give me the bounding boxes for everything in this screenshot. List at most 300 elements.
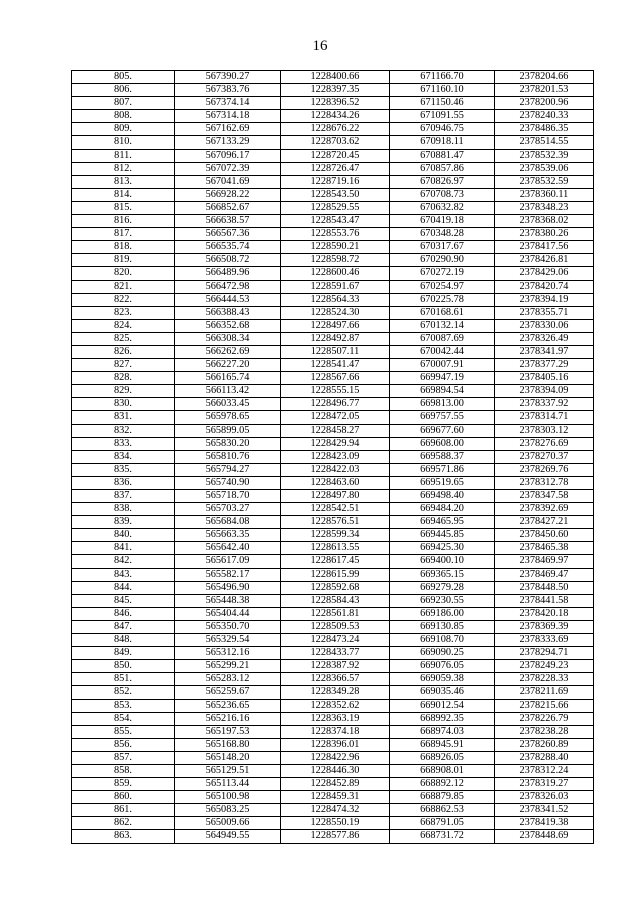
x1-cell: 566308.34 bbox=[175, 332, 281, 345]
x2-cell: 670272.19 bbox=[390, 267, 495, 280]
x2-cell: 669608.00 bbox=[390, 437, 495, 450]
y1-cell: 1228726.47 bbox=[281, 162, 390, 175]
table-row bbox=[72, 398, 594, 411]
y1-cell: 1228584.43 bbox=[281, 594, 390, 607]
y2-cell: 2378427.21 bbox=[495, 516, 594, 529]
y2-cell: 2378249.23 bbox=[495, 660, 594, 673]
point-number-cell: 847. bbox=[72, 620, 175, 633]
x2-cell: 669588.37 bbox=[390, 450, 495, 463]
y2-cell: 2378380.26 bbox=[495, 228, 594, 241]
point-number-cell: 848. bbox=[72, 634, 175, 647]
y1-cell: 1228576.51 bbox=[281, 516, 390, 529]
x1-cell: 567096.17 bbox=[175, 149, 281, 162]
y2-cell: 2378228.33 bbox=[495, 673, 594, 686]
x1-cell: 565083.25 bbox=[175, 804, 281, 817]
x2-cell: 669519.65 bbox=[390, 476, 495, 489]
table-row bbox=[72, 764, 594, 777]
x1-cell: 565113.44 bbox=[175, 778, 281, 791]
table-row bbox=[72, 411, 594, 424]
point-number-cell: 824. bbox=[72, 319, 175, 332]
y2-cell: 2378270.37 bbox=[495, 450, 594, 463]
x1-cell: 565404.44 bbox=[175, 607, 281, 620]
y2-cell: 2378450.60 bbox=[495, 529, 594, 542]
x2-cell: 669677.60 bbox=[390, 424, 495, 437]
x2-cell: 670087.69 bbox=[390, 332, 495, 345]
y1-cell: 1228496.77 bbox=[281, 398, 390, 411]
table-row bbox=[72, 686, 594, 699]
y2-cell: 2378394.09 bbox=[495, 385, 594, 398]
table-row bbox=[72, 830, 594, 843]
table-row bbox=[72, 345, 594, 358]
coordinates-table bbox=[71, 70, 594, 844]
x2-cell: 671166.70 bbox=[390, 71, 495, 84]
point-number-cell: 833. bbox=[72, 437, 175, 450]
point-number-cell: 850. bbox=[72, 660, 175, 673]
y1-cell: 1228550.19 bbox=[281, 817, 390, 830]
y1-cell: 1228564.33 bbox=[281, 293, 390, 306]
point-number-cell: 819. bbox=[72, 254, 175, 267]
point-number-cell: 837. bbox=[72, 490, 175, 503]
y2-cell: 2378303.12 bbox=[495, 424, 594, 437]
x1-cell: 567390.27 bbox=[175, 71, 281, 84]
x1-cell: 565617.09 bbox=[175, 555, 281, 568]
table-row bbox=[72, 778, 594, 791]
y1-cell: 1228458.27 bbox=[281, 424, 390, 437]
x2-cell: 670826.97 bbox=[390, 175, 495, 188]
y2-cell: 2378394.19 bbox=[495, 293, 594, 306]
page-number: 16 bbox=[312, 38, 328, 54]
table-row bbox=[72, 188, 594, 201]
point-number-cell: 813. bbox=[72, 175, 175, 188]
x1-cell: 565350.70 bbox=[175, 620, 281, 633]
coordinates-table-body bbox=[72, 71, 594, 844]
y2-cell: 2378330.06 bbox=[495, 319, 594, 332]
x2-cell: 670419.18 bbox=[390, 215, 495, 228]
x2-cell: 669425.30 bbox=[390, 542, 495, 555]
table-row bbox=[72, 215, 594, 228]
table-row bbox=[72, 228, 594, 241]
point-number-cell: 861. bbox=[72, 804, 175, 817]
point-number-cell: 844. bbox=[72, 581, 175, 594]
table-row bbox=[72, 725, 594, 738]
y2-cell: 2378448.50 bbox=[495, 581, 594, 594]
x1-cell: 566444.53 bbox=[175, 293, 281, 306]
x2-cell: 670168.61 bbox=[390, 306, 495, 319]
point-number-cell: 805. bbox=[72, 71, 175, 84]
x1-cell: 565100.98 bbox=[175, 791, 281, 804]
y2-cell: 2378341.97 bbox=[495, 345, 594, 358]
x1-cell: 564949.55 bbox=[175, 830, 281, 843]
x1-cell: 566489.96 bbox=[175, 267, 281, 280]
x2-cell: 669076.05 bbox=[390, 660, 495, 673]
x1-cell: 566567.36 bbox=[175, 228, 281, 241]
y1-cell: 1228676.22 bbox=[281, 123, 390, 136]
y1-cell: 1228591.67 bbox=[281, 280, 390, 293]
table-row bbox=[72, 450, 594, 463]
x1-cell: 565663.35 bbox=[175, 529, 281, 542]
y2-cell: 2378465.38 bbox=[495, 542, 594, 555]
table-row bbox=[72, 516, 594, 529]
point-number-cell: 831. bbox=[72, 411, 175, 424]
table-row bbox=[72, 529, 594, 542]
y2-cell: 2378355.71 bbox=[495, 306, 594, 319]
x1-cell: 566388.43 bbox=[175, 306, 281, 319]
x2-cell: 668791.05 bbox=[390, 817, 495, 830]
y1-cell: 1228703.62 bbox=[281, 136, 390, 149]
y1-cell: 1228459.31 bbox=[281, 791, 390, 804]
table-row bbox=[72, 306, 594, 319]
table-row bbox=[72, 372, 594, 385]
y1-cell: 1228542.51 bbox=[281, 503, 390, 516]
y1-cell: 1228434.26 bbox=[281, 110, 390, 123]
y2-cell: 2378326.03 bbox=[495, 791, 594, 804]
x1-cell: 566928.22 bbox=[175, 188, 281, 201]
table-row bbox=[72, 84, 594, 97]
point-number-cell: 842. bbox=[72, 555, 175, 568]
y2-cell: 2378200.96 bbox=[495, 97, 594, 110]
x1-cell: 565810.76 bbox=[175, 450, 281, 463]
table-row bbox=[72, 254, 594, 267]
point-number-cell: 857. bbox=[72, 751, 175, 764]
x2-cell: 668862.53 bbox=[390, 804, 495, 817]
x2-cell: 670225.78 bbox=[390, 293, 495, 306]
y1-cell: 1228473.24 bbox=[281, 634, 390, 647]
y2-cell: 2378368.02 bbox=[495, 215, 594, 228]
table-row bbox=[72, 751, 594, 764]
y2-cell: 2378369.39 bbox=[495, 620, 594, 633]
table-row bbox=[72, 424, 594, 437]
point-number-cell: 846. bbox=[72, 607, 175, 620]
point-number-cell: 830. bbox=[72, 398, 175, 411]
x1-cell: 565794.27 bbox=[175, 463, 281, 476]
y2-cell: 2378426.81 bbox=[495, 254, 594, 267]
x1-cell: 567383.76 bbox=[175, 84, 281, 97]
y1-cell: 1228492.87 bbox=[281, 332, 390, 345]
point-number-cell: 858. bbox=[72, 764, 175, 777]
table-row bbox=[72, 97, 594, 110]
y1-cell: 1228592.68 bbox=[281, 581, 390, 594]
table-row bbox=[72, 660, 594, 673]
x1-cell: 565582.17 bbox=[175, 568, 281, 581]
y1-cell: 1228352.62 bbox=[281, 699, 390, 712]
y1-cell: 1228507.11 bbox=[281, 345, 390, 358]
point-number-cell: 854. bbox=[72, 712, 175, 725]
y2-cell: 2378441.58 bbox=[495, 594, 594, 607]
table-row bbox=[72, 463, 594, 476]
y2-cell: 2378469.97 bbox=[495, 555, 594, 568]
x1-cell: 565329.54 bbox=[175, 634, 281, 647]
table-row bbox=[72, 71, 594, 84]
y1-cell: 1228446.30 bbox=[281, 764, 390, 777]
x2-cell: 670317.67 bbox=[390, 241, 495, 254]
x2-cell: 669130.85 bbox=[390, 620, 495, 633]
x1-cell: 566352.68 bbox=[175, 319, 281, 332]
table-row bbox=[72, 201, 594, 214]
x2-cell: 669108.70 bbox=[390, 634, 495, 647]
y2-cell: 2378201.53 bbox=[495, 84, 594, 97]
point-number-cell: 822. bbox=[72, 293, 175, 306]
x1-cell: 565236.65 bbox=[175, 699, 281, 712]
y1-cell: 1228543.50 bbox=[281, 188, 390, 201]
y1-cell: 1228397.35 bbox=[281, 84, 390, 97]
table-row bbox=[72, 136, 594, 149]
x1-cell: 566165.74 bbox=[175, 372, 281, 385]
point-number-cell: 859. bbox=[72, 778, 175, 791]
table-row bbox=[72, 149, 594, 162]
point-number-cell: 838. bbox=[72, 503, 175, 516]
table-row bbox=[72, 647, 594, 660]
x1-cell: 565496.90 bbox=[175, 581, 281, 594]
point-number-cell: 836. bbox=[72, 476, 175, 489]
x1-cell: 565283.12 bbox=[175, 673, 281, 686]
point-number-cell: 855. bbox=[72, 725, 175, 738]
x2-cell: 670708.73 bbox=[390, 188, 495, 201]
y2-cell: 2378288.40 bbox=[495, 751, 594, 764]
y2-cell: 2378469.47 bbox=[495, 568, 594, 581]
table-row bbox=[72, 673, 594, 686]
y1-cell: 1228433.77 bbox=[281, 647, 390, 660]
y2-cell: 2378294.71 bbox=[495, 647, 594, 660]
x2-cell: 669445.85 bbox=[390, 529, 495, 542]
y2-cell: 2378360.11 bbox=[495, 188, 594, 201]
table-row bbox=[72, 594, 594, 607]
table-row bbox=[72, 568, 594, 581]
table-row bbox=[72, 437, 594, 450]
y2-cell: 2378514.55 bbox=[495, 136, 594, 149]
x1-cell: 565448.38 bbox=[175, 594, 281, 607]
y1-cell: 1228474.32 bbox=[281, 804, 390, 817]
y2-cell: 2378429.06 bbox=[495, 267, 594, 280]
x2-cell: 670918.11 bbox=[390, 136, 495, 149]
x2-cell: 668892.12 bbox=[390, 778, 495, 791]
y1-cell: 1228452.89 bbox=[281, 778, 390, 791]
y1-cell: 1228529.55 bbox=[281, 201, 390, 214]
x1-cell: 566852.67 bbox=[175, 201, 281, 214]
y2-cell: 2378276.69 bbox=[495, 437, 594, 450]
y2-cell: 2378211.69 bbox=[495, 686, 594, 699]
y1-cell: 1228366.57 bbox=[281, 673, 390, 686]
x2-cell: 670290.90 bbox=[390, 254, 495, 267]
y2-cell: 2378240.33 bbox=[495, 110, 594, 123]
point-number-cell: 828. bbox=[72, 372, 175, 385]
point-number-cell: 829. bbox=[72, 385, 175, 398]
table-row bbox=[72, 319, 594, 332]
x1-cell: 565684.08 bbox=[175, 516, 281, 529]
point-number-cell: 863. bbox=[72, 830, 175, 843]
y1-cell: 1228615.99 bbox=[281, 568, 390, 581]
point-number-cell: 852. bbox=[72, 686, 175, 699]
y2-cell: 2378405.16 bbox=[495, 372, 594, 385]
x2-cell: 669012.54 bbox=[390, 699, 495, 712]
x2-cell: 670132.14 bbox=[390, 319, 495, 332]
x2-cell: 669757.55 bbox=[390, 411, 495, 424]
y1-cell: 1228719.16 bbox=[281, 175, 390, 188]
y1-cell: 1228598.72 bbox=[281, 254, 390, 267]
x1-cell: 566227.20 bbox=[175, 359, 281, 372]
y2-cell: 2378326.49 bbox=[495, 332, 594, 345]
y1-cell: 1228400.66 bbox=[281, 71, 390, 84]
x2-cell: 669947.19 bbox=[390, 372, 495, 385]
y2-cell: 2378337.92 bbox=[495, 398, 594, 411]
point-number-cell: 816. bbox=[72, 215, 175, 228]
x1-cell: 565148.20 bbox=[175, 751, 281, 764]
y2-cell: 2378333.69 bbox=[495, 634, 594, 647]
table-row bbox=[72, 634, 594, 647]
y2-cell: 2378377.29 bbox=[495, 359, 594, 372]
y1-cell: 1228720.45 bbox=[281, 149, 390, 162]
y2-cell: 2378226.79 bbox=[495, 712, 594, 725]
table-row bbox=[72, 175, 594, 188]
y2-cell: 2378539.06 bbox=[495, 162, 594, 175]
point-number-cell: 843. bbox=[72, 568, 175, 581]
table-row bbox=[72, 332, 594, 345]
y2-cell: 2378314.71 bbox=[495, 411, 594, 424]
y1-cell: 1228463.60 bbox=[281, 476, 390, 489]
x2-cell: 669400.10 bbox=[390, 555, 495, 568]
x2-cell: 668926.05 bbox=[390, 751, 495, 764]
point-number-cell: 810. bbox=[72, 136, 175, 149]
y1-cell: 1228396.52 bbox=[281, 97, 390, 110]
y2-cell: 2378347.58 bbox=[495, 490, 594, 503]
table-row bbox=[72, 555, 594, 568]
table-row bbox=[72, 385, 594, 398]
x2-cell: 669484.20 bbox=[390, 503, 495, 516]
x1-cell: 565216.16 bbox=[175, 712, 281, 725]
point-number-cell: 853. bbox=[72, 699, 175, 712]
table-row bbox=[72, 503, 594, 516]
x1-cell: 565312.16 bbox=[175, 647, 281, 660]
y2-cell: 2378417.56 bbox=[495, 241, 594, 254]
point-number-cell: 808. bbox=[72, 110, 175, 123]
y2-cell: 2378269.76 bbox=[495, 463, 594, 476]
x2-cell: 669813.00 bbox=[390, 398, 495, 411]
x1-cell: 565718.70 bbox=[175, 490, 281, 503]
x2-cell: 668731.72 bbox=[390, 830, 495, 843]
x1-cell: 565009.66 bbox=[175, 817, 281, 830]
x2-cell: 669365.15 bbox=[390, 568, 495, 581]
x1-cell: 566113.42 bbox=[175, 385, 281, 398]
point-number-cell: 809. bbox=[72, 123, 175, 136]
y1-cell: 1228422.96 bbox=[281, 751, 390, 764]
y2-cell: 2378532.59 bbox=[495, 175, 594, 188]
table-row bbox=[72, 791, 594, 804]
x1-cell: 565830.20 bbox=[175, 437, 281, 450]
point-number-cell: 834. bbox=[72, 450, 175, 463]
x2-cell: 668992.35 bbox=[390, 712, 495, 725]
table-row bbox=[72, 110, 594, 123]
x1-cell: 565259.67 bbox=[175, 686, 281, 699]
table-row bbox=[72, 699, 594, 712]
y1-cell: 1228423.09 bbox=[281, 450, 390, 463]
y1-cell: 1228599.34 bbox=[281, 529, 390, 542]
y2-cell: 2378341.52 bbox=[495, 804, 594, 817]
y1-cell: 1228363.19 bbox=[281, 712, 390, 725]
table-row bbox=[72, 359, 594, 372]
x2-cell: 669498.40 bbox=[390, 490, 495, 503]
point-number-cell: 860. bbox=[72, 791, 175, 804]
y1-cell: 1228577.86 bbox=[281, 830, 390, 843]
x2-cell: 670632.82 bbox=[390, 201, 495, 214]
y1-cell: 1228590.21 bbox=[281, 241, 390, 254]
x2-cell: 671091.55 bbox=[390, 110, 495, 123]
y1-cell: 1228600.46 bbox=[281, 267, 390, 280]
point-number-cell: 835. bbox=[72, 463, 175, 476]
point-number-cell: 811. bbox=[72, 149, 175, 162]
point-number-cell: 820. bbox=[72, 267, 175, 280]
point-number-cell: 840. bbox=[72, 529, 175, 542]
point-number-cell: 821. bbox=[72, 280, 175, 293]
point-number-cell: 815. bbox=[72, 201, 175, 214]
x2-cell: 668974.03 bbox=[390, 725, 495, 738]
table-row bbox=[72, 162, 594, 175]
y1-cell: 1228524.30 bbox=[281, 306, 390, 319]
x2-cell: 669035.46 bbox=[390, 686, 495, 699]
y1-cell: 1228349.28 bbox=[281, 686, 390, 699]
point-number-cell: 823. bbox=[72, 306, 175, 319]
point-number-cell: 826. bbox=[72, 345, 175, 358]
point-number-cell: 839. bbox=[72, 516, 175, 529]
x2-cell: 669894.54 bbox=[390, 385, 495, 398]
y1-cell: 1228543.47 bbox=[281, 215, 390, 228]
y1-cell: 1228553.76 bbox=[281, 228, 390, 241]
y1-cell: 1228472.05 bbox=[281, 411, 390, 424]
x2-cell: 670881.47 bbox=[390, 149, 495, 162]
table-row bbox=[72, 542, 594, 555]
y1-cell: 1228561.81 bbox=[281, 607, 390, 620]
x2-cell: 670042.44 bbox=[390, 345, 495, 358]
y2-cell: 2378260.89 bbox=[495, 738, 594, 751]
table-row bbox=[72, 280, 594, 293]
x1-cell: 567374.14 bbox=[175, 97, 281, 110]
y1-cell: 1228387.92 bbox=[281, 660, 390, 673]
y2-cell: 2378204.66 bbox=[495, 71, 594, 84]
point-number-cell: 812. bbox=[72, 162, 175, 175]
point-number-cell: 832. bbox=[72, 424, 175, 437]
y2-cell: 2378486.35 bbox=[495, 123, 594, 136]
x2-cell: 669465.95 bbox=[390, 516, 495, 529]
x1-cell: 566508.72 bbox=[175, 254, 281, 267]
x1-cell: 565703.27 bbox=[175, 503, 281, 516]
y1-cell: 1228509.53 bbox=[281, 620, 390, 633]
x1-cell: 565197.53 bbox=[175, 725, 281, 738]
point-number-cell: 818. bbox=[72, 241, 175, 254]
point-number-cell: 807. bbox=[72, 97, 175, 110]
x1-cell: 566638.57 bbox=[175, 215, 281, 228]
y2-cell: 2378312.78 bbox=[495, 476, 594, 489]
table-row bbox=[72, 293, 594, 306]
y1-cell: 1228567.66 bbox=[281, 372, 390, 385]
table-row bbox=[72, 490, 594, 503]
x2-cell: 669090.25 bbox=[390, 647, 495, 660]
y1-cell: 1228613.55 bbox=[281, 542, 390, 555]
table-row bbox=[72, 476, 594, 489]
x2-cell: 671150.46 bbox=[390, 97, 495, 110]
table-row bbox=[72, 738, 594, 751]
table-row bbox=[72, 581, 594, 594]
y1-cell: 1228374.18 bbox=[281, 725, 390, 738]
table-row bbox=[72, 817, 594, 830]
y2-cell: 2378419.38 bbox=[495, 817, 594, 830]
x1-cell: 565299.21 bbox=[175, 660, 281, 673]
table-row bbox=[72, 804, 594, 817]
x2-cell: 669230.55 bbox=[390, 594, 495, 607]
y2-cell: 2378312.24 bbox=[495, 764, 594, 777]
y1-cell: 1228541.47 bbox=[281, 359, 390, 372]
y1-cell: 1228422.03 bbox=[281, 463, 390, 476]
y2-cell: 2378238.28 bbox=[495, 725, 594, 738]
x2-cell: 668945.91 bbox=[390, 738, 495, 751]
x1-cell: 567314.18 bbox=[175, 110, 281, 123]
